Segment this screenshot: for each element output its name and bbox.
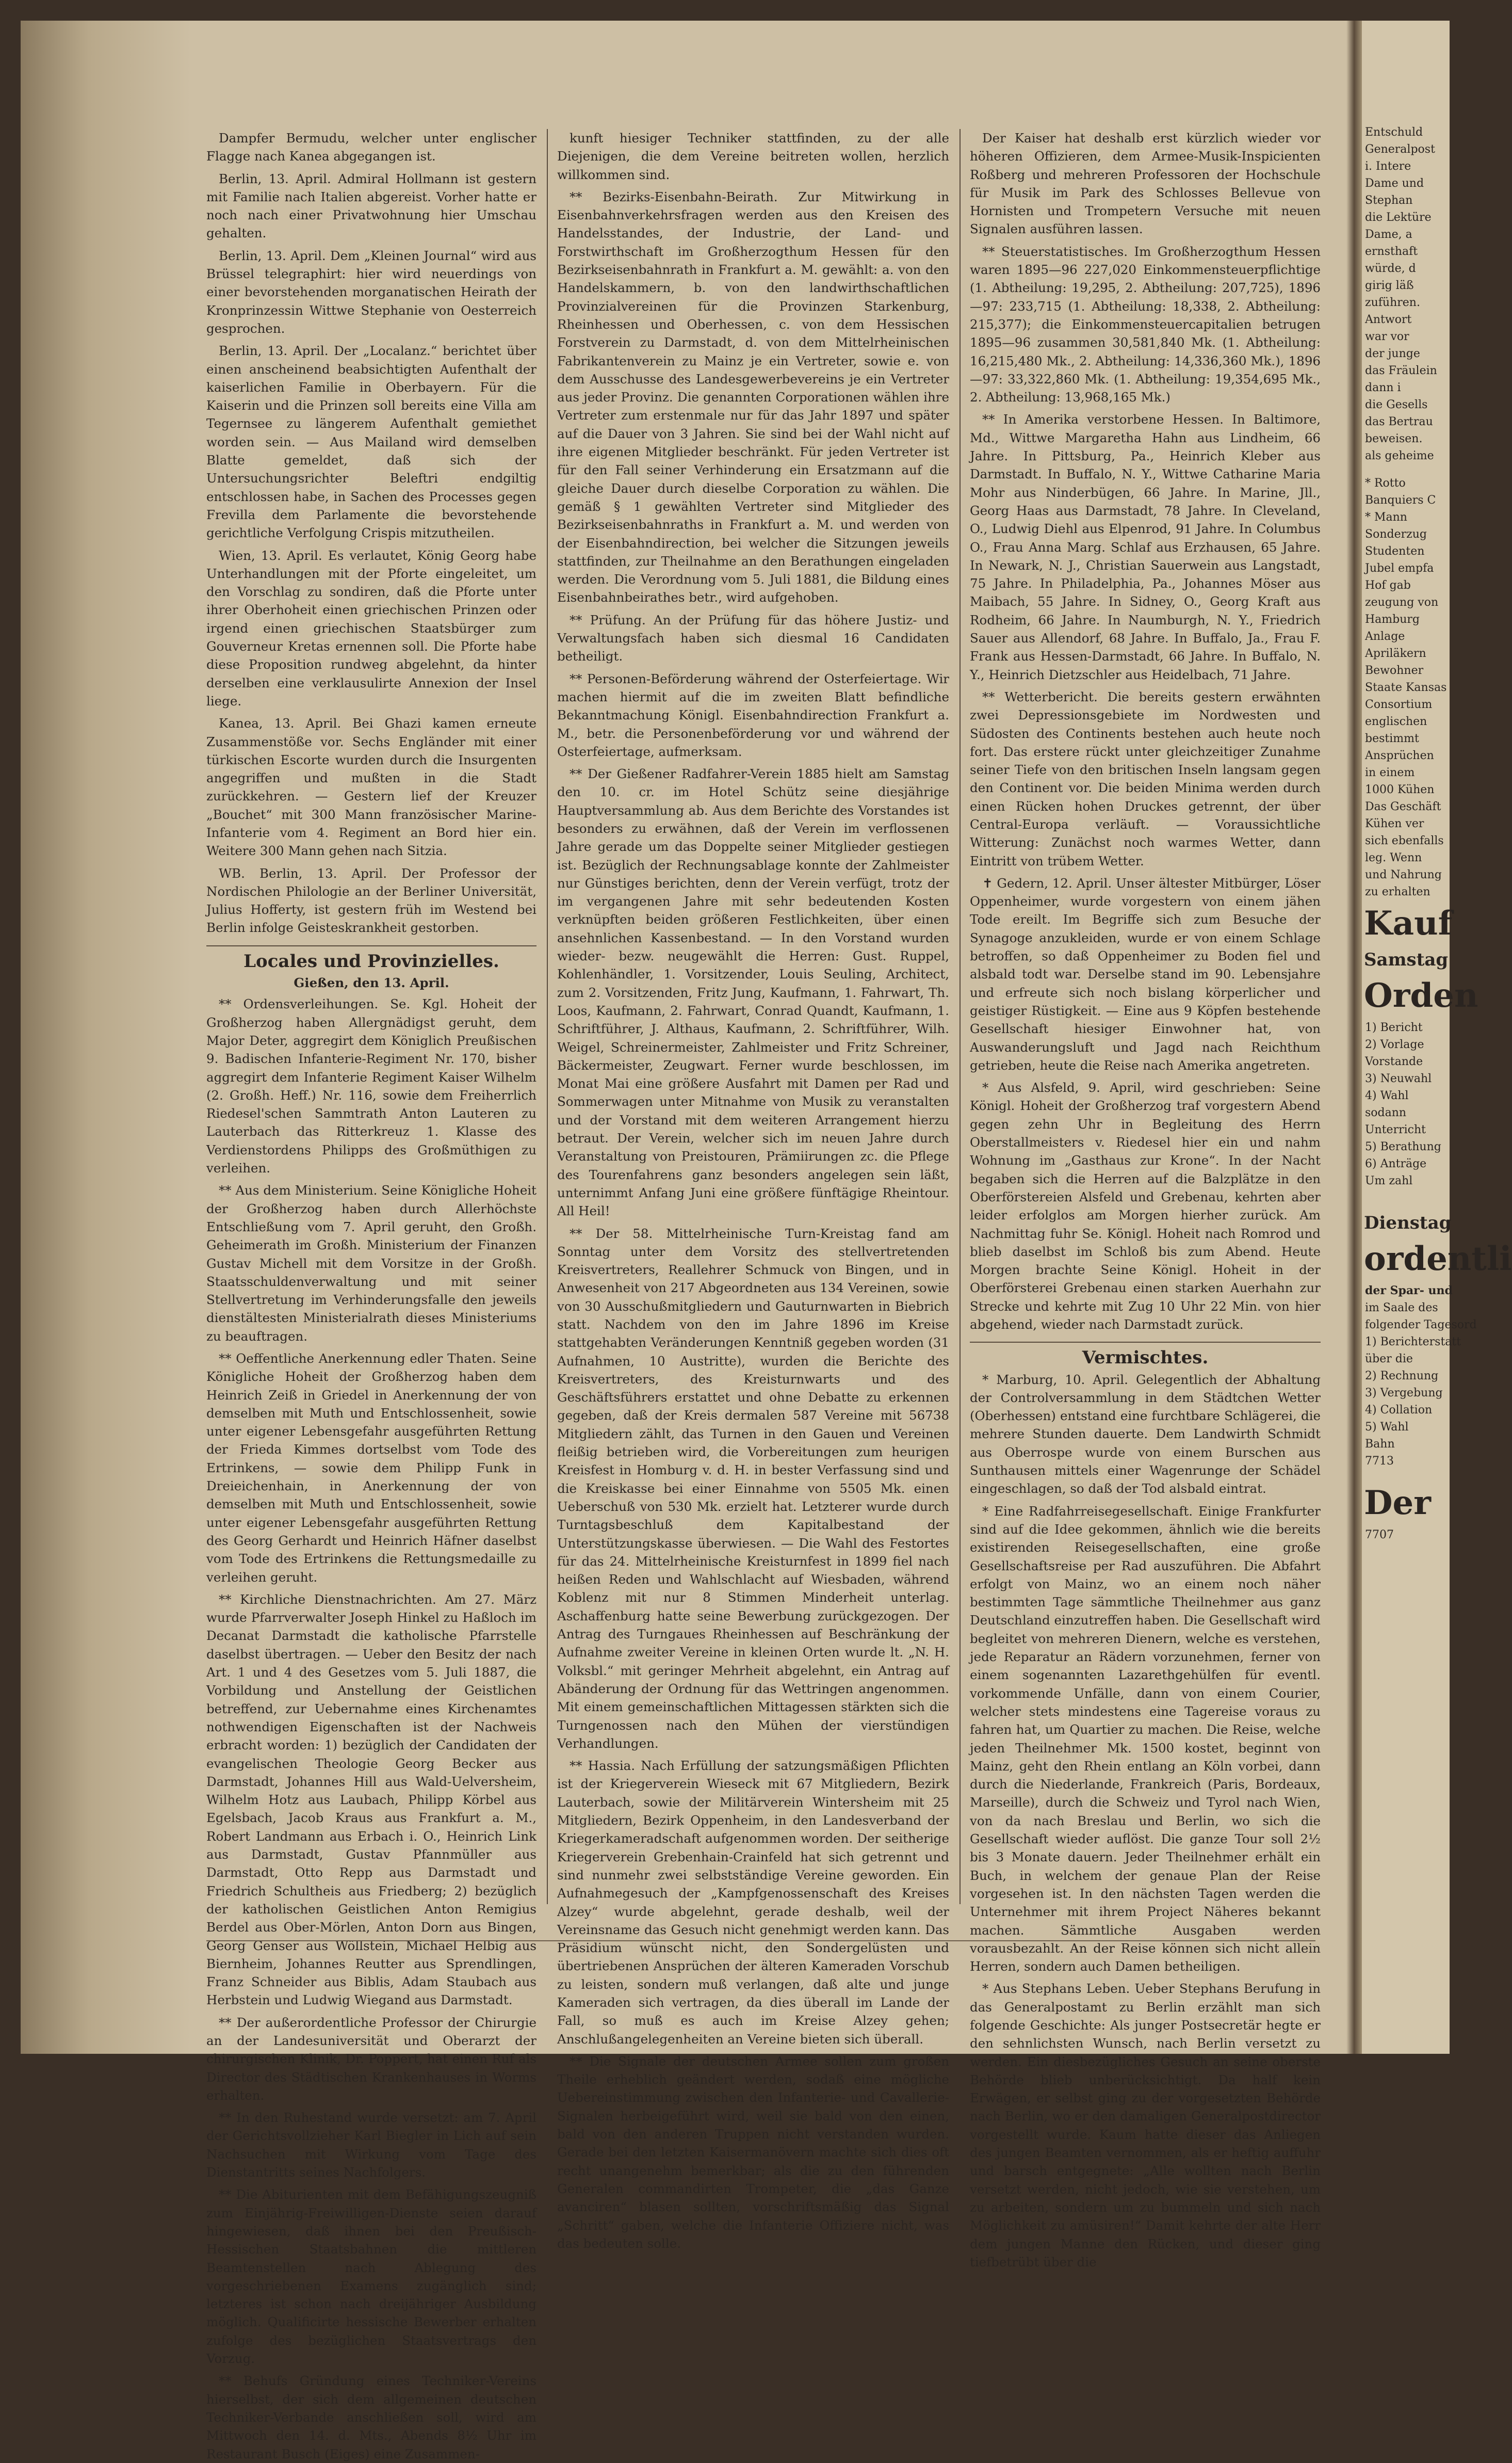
article-paragraph: ** In den Ruhestand wurde versetzt: am 7. April der Gerichtsvollzieher Karl Biegler in Lich auf sein Nachsuchen mit Wirkung vom Tage des Dienstantritts seines Nachfolgers.: [206, 2110, 536, 2180]
article-paragraph: ** Kirchliche Dienstnachrichten. Am 27. März wurde Pfarrverwalter Joseph Hinkel zu Haßloch im Decanat Darmstadt die katholische Pfarrstelle daselbst übertragen. — Ueber den Besitz der nach Art. 1 und 4 des Gesetzes vom 5. Juli 1887, die Vorbildung und Anstellung der Geistlichen betreffend, zur Uebernahme eines Kirchenamtes nothwendigen Eigenschaften ist der Nachweis erbracht worden: 1) bezüglich der Candidaten der evangelischen Theologie Georg Becker aus Darmstadt, Johannes Hill aus Wald-Uelversheim, Wilhelm Hotz aus Laubach, Philipp Körbel aus Egelsbach, Jacob Kraus aus Frankfurt a. M., Robert Landmann aus Erbach i. O., Heinrich Link aus Darmstadt, Gustav Pfannmüller aus Darmstadt, Otto Repp aus Darmstadt und Friedrich Schultheis aus Friedberg; 2) bezüglich der katholischen Geistlichen Anton Remigius Berdel aus Ober-Mörlen, Anton Dorn aus Bingen, Georg Genser aus Wöllstein, Michael Helbig aus Biernheim, Johannes Reutter aus Sprendlingen, Franz Schneider aus Biblis, Adam Staubach aus Herbstein und Ludwig Wiegand aus Darmstadt.: [206, 1591, 536, 2008]
article-paragraph: * Aus Alsfeld, 9. April, wird geschrieben: Seine Königl. Hoheit der Großherzog traf vorgestern Abend gegen zehn Uhr in Begleitung des Herrn Oberstallmeisters v. Riedesel hier ein und nahm Wohnung im „Gasthaus zur Krone“. In der Nacht begaben sich die Herren auf die Balzplätze in den Oberförstereien Alsfeld und Grebenau, kehrten aber leider erfolglos am Morgen hierher zurück. Am Nachmittag fuhr Se. Königl. Hoheit nach Romrod und blieb daselbst im Schloß bis zum Abend. Heute Morgen brachte Seine Königl. Hoheit in der Oberförsterei Grebenau einen starken Auerhahn zur Strecke und kehrte mit Zug 10 Uhr 22 Min. von hier abgehend, wieder nach Darmstadt zurück.: [970, 1080, 1321, 1332]
adjacent-text-fragment: Sonderzug: [1365, 528, 1427, 541]
article-paragraph: Kanea, 13. April. Bei Ghazi kamen erneute Zusammenstöße vor. Sechs Engländer mit einer türkischen Escorte wurden durch die Insurgenten angegriffen und mußten in die Stadt zurückkehren. — Gestern lief der Kreuzer „Bouchet“ mit 300 Mann französischer Marine-Infanterie vom 4. Regiment an Bord hier ein. Weitere 300 Mann gehen nach Sitzia.: [206, 716, 536, 859]
adjacent-text-fragment: Kühen ver: [1365, 817, 1424, 830]
adjacent-text-fragment: zeugung von: [1365, 596, 1439, 609]
column-2-articles: [557, 129, 949, 2252]
adjacent-text-fragment: Dame und: [1365, 177, 1424, 190]
article-paragraph: ** Ordensverleihungen. Se. Kgl. Hoheit der Großherzog haben Allergnädigst geruht, dem Major Deter, aggregirt dem Königlich Preußischen 9. Badischen Infanterie-Regiment Nr. 170, bisher aggregirt dem Infanterie Regiment Kaiser Wilhelm (2. Großh. Heff.) Nr. 116, sowie dem Freiherrlich Riedesel'schen Sammtrath Anton Lauteren zu Lauterbach das Ritterkreuz 1. Klasse des Verdienstordens Philipps des Großmüthigen zu verleihen.: [206, 996, 536, 1176]
adjacent-text-fragment: Entschuld: [1365, 126, 1423, 139]
adjacent-text-fragment: der junge: [1365, 347, 1420, 360]
ad-list-item: 4) Wahl: [1365, 1089, 1409, 1102]
adjacent-text-fragment: * Rotto: [1365, 477, 1406, 490]
ad-list-item: 2) Vorlage: [1365, 1038, 1424, 1051]
column-2: [557, 129, 949, 2251]
adjacent-text-fragment: Antwort: [1365, 313, 1412, 326]
adjacent-page: [1362, 21, 1512, 2054]
article-paragraph: ** In Amerika verstorbene Hessen. In Baltimore, Md., Wittwe Margaretha Hahn aus Lindheim, 66 Jahre. In Pittsburg, Pa., Heinrich Kleber aus Darmstadt. In Buffalo, N. Y., Wittwe Catharine Maria Mohr aus Ninderbügen, 66 Jahre. In Marine, Jll., Georg Haas aus Darmstadt, 78 Jahre. In Cleveland, O., Ludwig Diehl aus Elpenrod, 91 Jahre. In Columbus O., Frau Anna Marg. Schlaf aus Erzhausen, 65 Jahre. In Newark, N. J., Christian Sauerwein aus Langstadt, 75 Jahre. In Philadelphia, Pa., Johannes Möser aus Maibach, 55 Jahre. In Sidney, O., Georg Kraft aus Rodheim, 66 Jahre. In Naumburgh, N. Y., Friedrich Sauer aus Allendorf, 68 Jahre. In Buffalo, Ja., Frau F. Frank aus Hessen-Darmstadt, 66 Jahre. In Buffalo, N. Y., Heinrich Dietzschler aus Heidelbach, 71 Jahre.: [970, 412, 1321, 682]
adjacent-text-fragment: als geheime: [1365, 449, 1434, 462]
article-paragraph: WB. Berlin, 13. April. Der Professor der Nordischen Philologie an der Berliner Universität, Julius Hofferty, ist gestern früh im Westend bei Berlin infolge Geisteskrankheit gestorben.: [206, 865, 536, 936]
adjacent-text-fragment: Staate Kansas: [1365, 681, 1447, 694]
adjacent-text-fragment: Anlage: [1365, 630, 1405, 643]
ad-list-item: 1) Berichterstatt: [1365, 1335, 1461, 1348]
article-paragraph: ** Die Abiturienten mit dem Befähigungszeugniß zum Einjährig-Freiwilligen-Dienste seien darauf hingewiesen, daß ihnen bei den Preußisch-Hessischen Staatsbahnen die mittleren Beamtenstellen nach Ablegung des vorgeschriebenen Examens zugänglich sind; letzteres ist schon nach dreijähriger Ausbildung möglich. Qualificirte hessische Bewerber erhalten zufolge des bezüglichen Staatsvertrags den Vorzug.: [206, 2187, 536, 2367]
article-paragraph: * Eine Radfahrreisegesellschaft. Einige Frankfurter sind auf die Idee gekommen, ähnlich wie die bereits existirenden Reisegesellschaften, eine große Gesellschaftsreise per Rad auszuführen. Die Abfahrt erfolgt von Mainz, wo an einem noch näher bestimmten Tage sämmtliche Theilnehmer aus ganz Deutschland einzutreffen haben. Die Gesellschaft wird begleitet von mehreren Dienern, welche es verstehen, jede Reparatur an Rädern vorzunehmen, ferner von einem sogenannten Lazarethgehülfen für eventl. vorkommende Unfälle, dann von einem Courier, welcher stets mindestens eine Tagereise voraus zu fahren hat, um Quartier zu machen. Die Reise, welche jeden Theilnehmer Mk. 1500 kostet, beginnt von Mainz, geht den Rhein entlang an Köln vorbei, dann durch die Niederlande, Frankreich (Paris, Bordeaux, Marseille), durch die Schweiz und Tyrol nach Wien, von da nach Breslau und Berlin, wo sich die Gesellschaft wieder auflöst. Die ganze Tour soll 2½ bis 3 Monate dauern. Jeder Theilnehmer erhält ein Buch, in welchem der genaue Plan der Reise vorgesehen ist. In den nächsten Tagen werden die Unternehmer mit ihrem Project Näheres bekannt machen. Sämmtliche Ausgaben werden vorausbezahlt. An der Reise können sich nicht allein Herren, sondern auch Damen betheiligen.: [970, 1503, 1321, 1974]
adjacent-text-fragment: zuführen.: [1365, 296, 1420, 309]
adjacent-text-fragment: die Gesells: [1365, 398, 1428, 411]
adjacent-page-fragments-2: [1362, 464, 1450, 900]
adjacent-text-fragment: zu erhalten: [1365, 886, 1430, 898]
adjacent-text-fragment: dann i: [1365, 381, 1401, 394]
ad-list-1: [1362, 1019, 1450, 1189]
ad-list-item: sodann: [1365, 1106, 1407, 1119]
article-paragraph: ** Hassia. Nach Erfüllung der satzungsmäßigen Pflichten ist der Kriegerverein Wieseck mit 67 Mitgliedern, Bezirk Lauterbach, sowie der Militärverein Wintersheim mit 25 Mitgliedern, Bezirk Oppenheim, in den Landesverband der Kriegerkameradschaft aufgenommen worden. Der seitherige Kriegerverein Grebenhain-Crainfeld hat sich getrennt und sind nunmehr zwei selbstständige Vereine geworden. Ein Aufnahmegesuch der „Kampfgenossenschaft des Kreises Alzey“ wurde abgelehnt, gerade deshalb, weil der Vereinsname das Gesuch nicht genehmigt werden kann. Das Präsidium wünscht nicht, den Sondergelüsten und übertriebenen Ansprüchen der älteren Kameraden Vorschub zu leisten, sondern muß verlangen, daß alte und junge Kameraden sich vertragen, da dies überall im Lande der Fall, so muß es auch im Kreise Alzey gehen; Anschlußangelegenheiten an Vereine bieten sich überall.: [557, 1758, 949, 2047]
ad-list-item: 6) Anträge: [1365, 1157, 1427, 1170]
column-1: [206, 129, 536, 2461]
page-binding-shadow: [21, 21, 191, 2054]
adjacent-text-fragment: das Bertrau: [1365, 415, 1433, 428]
article-paragraph: ✝ Gedern, 12. April. Unser ältester Mitbürger, Löser Oppenheimer, wurde vorgestern von einem jähen Tode ereilt. Im Begriffe sich zum Besuche der Synagoge anzukleiden, wurde er von einem Schlage betroffen, so daß Oppenheimer zu Boden fiel und alsbald todt war. Derselbe stand im 90. Lebensjahre und erfreute sich noch bislang körperlicher und geistiger Rüstigkeit. — Eine aus 9 Köpfen bestehende Gesellschaft hiesiger Einwohner hat, von Auswanderungsluft und Jagd nach Reichthum getrieben, heute die Reise nach Amerika angetreten.: [970, 875, 1321, 1073]
ad-list-item: 5) Berathung: [1365, 1140, 1441, 1153]
ad-list-item: 3) Vergebung: [1365, 1387, 1443, 1399]
column-rule: [960, 129, 961, 1904]
ad-heading-ordentl: ordentli: [1364, 1239, 1512, 1278]
adjacent-text-fragment: Banquiers C: [1365, 494, 1436, 507]
ad-list-item: über die: [1365, 1353, 1413, 1365]
article-paragraph: ** Steuerstatistisches. Im Großherzogthum Hessen waren 1895—96 227,020 Einkommensteuerpflichtige (1. Abtheilung: 19,295, 2. Abtheilung: 207,725), 1896—97: 233,715 (1. Abtheilung: 18,338, 2. Abtheilung: 215,377); die Einkommensteuercapitalien betrugen 1895—96 zusammen 30,581,840 Mk. (1. Abtheilung: 16,215,480 Mk., 2. Abtheilung: 14,336,360 Mk.), 1896—97: 33,322,860 Mk. (1. Abtheilung: 19,354,695 Mk., 2. Abtheilung: 13,968,165 Mk.): [970, 244, 1321, 405]
ad-list-item: 4) Collation: [1365, 1404, 1433, 1416]
article-paragraph: Berlin, 13. April. Der „Localanz.“ berichtet über einen anscheinend beabsichtigten Aufenthalt der kaiserlichen Familie in Oberbayern. Für die Kaiserin und die Prinzen soll bereits eine Villa am Tegernsee zu längerem Aufenthalt gemiethet worden sein. — Aus Mailand wird demselben Blatte gemeldet, daß sich der Untersuchungsrichter Beleftri endgiltig entschlossen habe, in Sachen des Processes gegen Frevilla dem Parlamente die bevorstehende gerichtliche Verfolgung Crispis mitzutheilen.: [206, 343, 536, 541]
article-paragraph: * Aus Stephans Leben. Ueber Stephans Berufung in das Generalpostamt zu Berlin erzählt man sich folgende Geschichte: Als junger Postsecretär hegte er den sehnlichsten Wunsch, nach Berlin versetzt zu werden. Ein diesbezügliches Gesuch an seine oberste Behörde blieb unberücksichtigt. Da half kein Erwägen, er selbst ging zu der vorgesetzten Behörde nach Berlin, wo er den damaligen Generalpostdirector vorgestellt wurde. Kaum hatte dieser das Anliegen des jungen Beamten vernommen, als er heftig auffuhr und barsch entgegnete: „Alle wollten nach Berlin versetzt werden, nicht jedoch, wie sie verstehen, um zu arbeiten, sondern um zu bummeln und sich nach Möglichkeit zu amüsiren!“ Damit kehrte der alte Herr dem jungen Manne den Rücken, und dieser ging tiefbetrübt über die: [970, 1981, 1321, 2269]
ad-number-2: 7707: [1365, 1528, 1394, 1541]
column-1-articles: [206, 129, 536, 937]
adjacent-text-fragment: i. Intere: [1365, 160, 1411, 173]
article-paragraph: ** Personen-Beförderung während der Osterfeiertage. Wir machen hiermit auf die im zweiten Blatt befindliche Bekanntmachung Königl. Eisenbahndirection Frankfurt a. M., betr. die Personenbeförderung vor und während der Osterfeiertage, aufmerksam.: [557, 671, 949, 759]
ad-spar: der Spar- und: [1365, 1284, 1453, 1297]
adjacent-text-fragment: würde, d: [1365, 262, 1416, 275]
article-paragraph: Berlin, 13. April. Admiral Hollmann ist gestern mit Familie nach Italien abgereist. Vorher hatte er noch nach einer Privatwohnung hier Umschau gehalten.: [206, 171, 536, 241]
column-3-articles: [970, 129, 1321, 1333]
ad-list-item: Unterricht: [1365, 1123, 1426, 1136]
adjacent-text-fragment: Consortium: [1365, 698, 1433, 711]
column-3: [970, 129, 1321, 2269]
adjacent-text-fragment: Das Geschäft: [1365, 800, 1441, 813]
ad-heading-orden: Orden: [1364, 976, 1478, 1015]
ad-saal: im Saale des: [1365, 1301, 1438, 1314]
book-gutter: [1346, 21, 1362, 2054]
adjacent-text-fragment: Hamburg: [1365, 613, 1420, 626]
article-paragraph: Wien, 13. April. Es verlautet, König Georg habe Unterhandlungen mit der Pforte eingeleitet, um den Vorschlag zu sondiren, daß die Pforte unter ihrer Oberhoheit einen griechischen Prinzen oder irgend einen griechischen Staatsbürger zum Gouverneur Kretas ernennen soll. Die Pforte habe diese Proposition rundweg abgelehnt, da hinter derselben eine verklausulirte Annexion der Insel liege.: [206, 548, 536, 709]
adjacent-text-fragment: Bewohner: [1365, 664, 1424, 677]
adjacent-text-fragment: englischen: [1365, 715, 1427, 728]
adjacent-text-fragment: Generalpost: [1365, 143, 1435, 156]
ad-number-1: 7713: [1365, 1455, 1394, 1468]
ad-list-2: [1362, 1333, 1461, 1453]
ad-list-item: Bahn: [1365, 1438, 1395, 1451]
adjacent-text-fragment: die Lektüre: [1365, 211, 1432, 224]
ad-list-item: 1) Bericht: [1365, 1021, 1423, 1034]
adjacent-text-fragment: sich ebenfalls: [1365, 834, 1444, 847]
adjacent-text-fragment: bestimmt: [1365, 732, 1419, 745]
article-paragraph: kunft hiesiger Techniker stattfinden, zu der alle Diejenigen, die dem Vereine beitreten wollen, herzlich willkommen sind.: [557, 131, 949, 182]
column-3-misc-articles: [970, 1371, 1321, 2272]
ad-dienstag: Dienstag: [1364, 1213, 1452, 1233]
adjacent-text-fragment: leg. Wenn: [1365, 851, 1422, 864]
article-paragraph: ** Aus dem Ministerium. Seine Königliche Hoheit der Großherzog haben durch Allerhöchste Entschließung vom 7. April geruht, den Großh. Geheimerath im Großh. Ministerium der Finanzen Gustav Michell mit dem Vorsitze in der Großh. Staatsschuldenverwaltung und mit seiner Stellvertretung im Verhinderungsfalle den jeweils dienstältesten Ministerialrath dieses Ministeriums zu beauftragen.: [206, 1183, 536, 1344]
adjacent-text-fragment: Ansprüchen: [1365, 749, 1434, 762]
adjacent-text-fragment: und Nahrung: [1365, 868, 1442, 881]
article-paragraph: Der Kaiser hat deshalb erst kürzlich wieder vor höheren Offizieren, dem Armee-Musik-Inspicienten Roßberg und mehreren Professoren der Hochschule für Musik im Park des Schlosses Bellevue von Hornisten und Trompetern Versuche mit neuen Signalen ausführen lassen.: [970, 131, 1321, 237]
adjacent-text-fragment: beweisen.: [1365, 432, 1423, 445]
adjacent-page-fragments: [1362, 21, 1450, 464]
article-paragraph: ** Der außerordentliche Professor der Chirurgie an der Landesuniversität und Oberarzt der chirurgischen Klinik, Dr. Poppert, hat einen Ruf als Director des Städtischen Krankenhauses in Worms erhalten.: [206, 2015, 536, 2103]
ad-heading-der: Der: [1364, 1484, 1431, 1522]
adjacent-text-fragment: Apriläkern: [1365, 647, 1426, 660]
ad-list-item: 2) Rechnung: [1365, 1370, 1439, 1382]
article-paragraph: ** Bezirks-Eisenbahn-Beirath. Zur Mitwirkung in Eisenbahnverkehrsfragen werden aus den Kreisen des Handelsstandes, der Industrie, der Land- und Forstwirthschaft im Großherzogthum Hessen für den Bezirkseisenbahnrath in Frankfurt a. M. gewählt: a. von den Handelskammern, b. von den landwirthschaftlichen Provinzialvereinen für die Provinzen Starkenburg, Rheinhessen und Oberhessen, c. von dem Hessischen Forstverein zu Darmstadt, d. von dem Mittelrheinischen Fabrikantenverein zu Mainz je ein Vertreter, sowie e. von dem Ausschusse des Landesgewerbevereins je ein Vertreter aus jeder Provinz. Die genannten Corporationen wählen ihre Vertreter zum erstenmale nur für das Jahr 1897 und später auf die Dauer von 3 Jahren. Sie sind bei der Wahl nicht auf ihre eigenen Mitglieder beschränkt. Für jeden Vertreter ist für den Fall seiner Verhinderung ein Ersatzmann auf die gleiche Dauer durch dieselbe Corporation zu wählen. Die gemäß § 1 gewählten Vertreter sind Mitglieder des Bezirkseisenbahnraths in Frankfurt a. M. und werden von der Eisenbahndirection, bei welcher die Sitzungen jeweils stattfinden, zur Theilnahme an den Berathungen eingeladen werden. Die Verordnung vom 5. Juli 1881, die Bildung eines Eisenbahnbeirathes betr., wird aufgehoben.: [557, 189, 949, 605]
adjacent-text-fragment: Dame, a: [1365, 228, 1412, 241]
article-paragraph: ** Prüfung. An der Prüfung für das höhere Justiz- und Verwaltungsfach haben sich diesmal 16 Candidaten betheiligt.: [557, 612, 949, 664]
ad-list-item: Vorstande: [1365, 1055, 1423, 1068]
adjacent-text-fragment: * Mann: [1365, 511, 1407, 524]
ad-list-item: 5) Wahl: [1365, 1421, 1409, 1434]
adjacent-text-fragment: Hof gab: [1365, 579, 1411, 592]
article-paragraph: * Marburg, 10. April. Gelegentlich der Abhaltung der Controlversammlung in dem Städtchen Wetter (Oberhessen) entstand eine furchtbare Schlägerei, die mehrere Stunden dauerte. Dem Landwirth Schmidt aus Oberrospe wurde von einem Burschen aus Sunthausen mittels einer Wagenrunge der Schädel eingeschlagen, so daß der Tod alsbald eintrat.: [970, 1372, 1321, 1496]
ad-folg: folgender Tagesord: [1365, 1318, 1477, 1331]
section-dateline: Gießen, den 13. April.: [294, 975, 449, 991]
adjacent-text-fragment: das Fräulein: [1365, 364, 1437, 377]
adjacent-text-fragment: girig läß: [1365, 279, 1414, 292]
article-paragraph: ** Wetterbericht. Die bereits gestern erwähnten zwei Depressionsgebiete im Nordwesten und Südosten des Continents bestehen auch heute noch fort. Das erstere rückt unter gleichzeitiger Zunahme seiner Tiefe von den britischen Inseln langsam gegen den Continent vor. Die beiden Minima werden durch einen Rücken hohen Druckes getrennt, der über Central-Europa verläuft. — Voraussichtliche Witterung: Zunächst noch warmes Wetter, dann Eintritt von trübem Wetter.: [970, 689, 1321, 868]
ad-heading-kauf: Kauf: [1364, 904, 1453, 943]
article-paragraph: ** Der 58. Mittelrheinische Turn-Kreistag fand am Sonntag unter dem Vorsitz des stellvertretenden Kreisvertreters, Reallehrer Schmuck von Bingen, und in Anwesenheit von 217 Abgeordneten aus 134 Vereinen, sowie von 30 Ausschußmitgliedern und Gauturnwarten in Biebrich statt. Nachdem von den im Jahre 1896 im Kreise stattgehabten Veränderungen Kenntniß gegeben worden (31 Aufnahmen, 10 Austritte), wurden die Berichte des Kreisvertreters, des Kreisturnwarts und des Geschäftsführers erstattet und ohne Debatte zu erkennen gegeben, daß der Kreis dermalen 587 Vereine mit 56738 Mitgliedern zählt, das Turnen in den Gauen und Vereinen fleißig betrieben wird, die Vorbereitungen zum heurigen Kreisfest in Homburg v. d. H. in bester Verfassung sind und die Kreiskasse bei einer Einnahme von 5505 Mk. einen Ueberschuß von 530 Mk. erzielt hat. Letzterer wurde durch Turntagsbeschluß dem Kapitalbestand der Unterstützungskasse überwiesen. — Die Wahl des Festortes für das 24. Mittelrheinische Kreisturnfest in 1899 fiel nach heißen Reden und Wahlschlacht auf Wiesbaden, während Koblenz mit nur 8 Stimmen Minderheit unterlag. Aschaffenburg hatte seine Bewerbung zurückgezogen. Der Antrag des Turngaues Rheinhessen auf Beschränkung der Aufnahme zweiter Vereine in kleinen Orten wurde lt. „N. H. Volksbl.“ mit geringer Mehrheit abgelehnt, ein Antrag auf Abänderung der Ordnung für das Wettringen angenommen. Mit einem gemeinschaftlichen Mittagessen stärkten sich die Turngenossen nach den Mühen der vierstündigen Verhandlungen.: [557, 1226, 949, 1751]
article-paragraph: ** Oeffentliche Anerkennung edler Thaten. Seine Königliche Hoheit der Großherzog haben dem Heinrich Zeiß in Griedel in Anerkennung der von demselben mit Muth und Entschlossenheit, sowie unter eigener Lebensgefahr ausgeführten Rettung der Frieda Kimmes dortselbst vom Tode des Ertrinkens, — sowie dem Philipp Funk in Dreieichenhain, in Anerkennung der von demselben mit Muth und Entschlossenheit, sowie unter eigener Lebensgefahr ausgeführten Rettung des Georg Gerhardt und Heinrich Häfner daselbst vom Tode des Ertrinkens die Rettungsmedaille zu verleihen geruht.: [206, 1351, 536, 1585]
column-1-local-articles: [206, 995, 536, 2462]
adjacent-text-fragment: war vor: [1365, 330, 1409, 343]
adjacent-text-fragment: Studenten: [1365, 545, 1425, 558]
adjacent-text-fragment: in einem: [1365, 766, 1415, 779]
adjacent-text-fragment: Stephan: [1365, 194, 1413, 207]
ad-samstag: Samstag: [1364, 949, 1449, 970]
section-title-misc: Vermischtes.: [970, 1342, 1321, 1367]
adjacent-text-fragment: ernsthaft: [1365, 245, 1418, 258]
section-title-local: Locales und Provinzielles.: [206, 945, 536, 971]
ad-list-item: Um zahl: [1365, 1174, 1413, 1187]
adjacent-text-fragment: Jubel empfa: [1365, 562, 1434, 575]
article-paragraph: ** Die Signale der deutschen Armee sollen zum großen Theile erheblich geändert werden, sodaß eine mögliche Uebereinstimmung zwischen den Infanterie- und Cavallerie-Signalen herbeigeführt wird, weil sie bald von den einen, bald von den anderen Truppen nicht verstanden wurden. Gerade bei den letzten Kaisermanövern machte sich dies oft recht unangenehm bemerkbar; als die zu den führenden Generalen commandirten Trompeter, die „das Ganze avanciren“ blasen sollten, vorschriftsmäßig das Signal „Schritt“ gaben, welche die Infanterie Offiziere nicht, was das bedeuten solle.: [557, 2053, 949, 2251]
bottom-rule: [206, 1940, 1315, 1944]
article-paragraph: ** Behufs Gründung eines Techniker-Vereins hierselbst, der sich dem allgemeinen deutschen Techniker-Verbande anschließen soll, wird am Mittwoch den 14. d. Mts., Abends 8½ Uhr im Restaurant Busch (Eiges) eine Zusammen-: [206, 2373, 536, 2461]
column-rule: [547, 129, 548, 1904]
article-paragraph: Berlin, 13. April. Dem „Kleinen Journal“ wird aus Brüssel telegraphirt: hier wird neuerdings von einer bevorstehenden morganatischen Heirath der Kronprinzessin Wittwe Stephanie von Oesterreich gesprochen.: [206, 248, 536, 336]
ad-list-item: 3) Neuwahl: [1365, 1072, 1432, 1085]
article-paragraph: Dampfer Bermudu, welcher unter englischer Flagge nach Kanea abgegangen ist.: [206, 131, 536, 164]
article-paragraph: ** Der Gießener Radfahrer-Verein 1885 hielt am Samstag den 10. cr. im Hotel Schütz seine diesjährige Hauptversammlung ab. Aus dem Berichte des Vorstandes ist besonders zu erwähnen, daß der Verein im verflossenen Jahre gerade um das Doppelte seiner Mitglieder gestiegen ist. Bezüglich der Rechnungsablage konnte der Zahlmeister nur Günstiges berichten, denn der Verein verfügt, trotz der im vergangenen Jahre mit sehr bedeutenden Kosten verknüpften beiden größeren Festlichkeiten, über einen ansehnlichen Kassenbestand. — In den Vorstand wurden wieder- bezw. neugewählt die Herren: Gust. Ruppel, Kohlenhändler, 1. Vorsitzender, Louis Seuling, Architect, zum 2. Vorsitzenden, Fritz Jung, Kaufmann, 1. Fahrwart, Th. Loos, Kaufmann, 2. Fahrwart, Conrad Quandt, Kaufmann, 1. Schriftführer, J. Althaus, Kaufmann, 2. Schriftführer, Wilh. Weigel, Schreinermeister, Zahlmeister und Fritz Schreiner, Bäckermeister, Zeugwart. Ferner wurde beschlossen, im Monat Mai eine größere Ausfahrt mit Damen per Rad und Sommerwagen unter Mitnahme von Musik zu veranstalten und der Vorstand mit dem weiteren Arrangement hierzu betraut. Der Verein, welcher sich im neuen Jahre durch Veranstaltung von Preistouren, Prämiirungen zc. die Pflege des Tourenfahrens ganz besonders angelegen sein läßt, unternimmt Anfang Juni eine größere fünftägige Rheintour. All Heil!: [557, 766, 949, 1219]
adjacent-text-fragment: 1000 Kühen: [1365, 783, 1435, 796]
